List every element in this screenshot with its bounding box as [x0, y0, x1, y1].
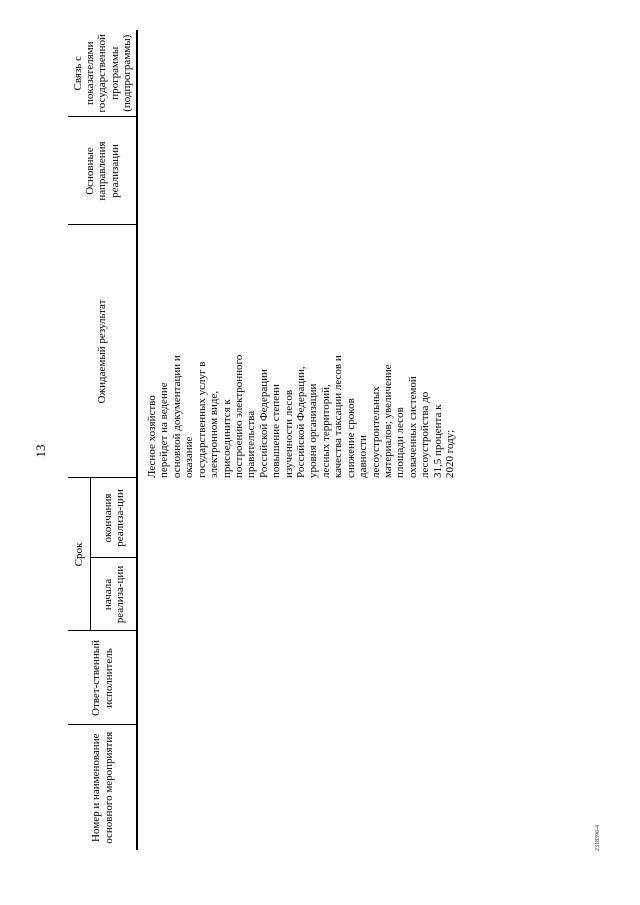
- page-number: 13: [33, 444, 48, 458]
- header-term-start: начала реализа-ции: [91, 558, 138, 631]
- header-directions: Основные направления реализации: [68, 117, 138, 225]
- expected-result-cell: Лесное хозяйство перейдет на ведение основной документации и оказание государственных услуг в электронном виде, присоединится к построению электронного правительства Российской Федерации повышение степени изученности лесов Российской Федерации, уровня организации лесных территорий, качества таксации лесов и снижение сроков давности лесоустроительных материалов; увеличение площади лесов охваченных системой лесоустройства до 31,5 процента к 2020 году;: [146, 354, 457, 478]
- table-body-divider: [136, 30, 137, 850]
- rotated-table-area: [68, 30, 628, 850]
- header-term: Срок: [68, 478, 91, 631]
- measures-table: [68, 30, 138, 850]
- header-executor: Ответ-ственный исполнитель: [68, 631, 138, 725]
- header-measure: Номер и наименование основного мероприятия: [68, 725, 138, 850]
- header-link: Связь с показателями государственной программы (подпрограммы): [68, 30, 138, 117]
- header-result: Ожидаемый результат: [68, 225, 138, 478]
- header-term-end: окончания реализа-ции: [91, 478, 138, 558]
- document-code: 2318396-4: [595, 825, 601, 851]
